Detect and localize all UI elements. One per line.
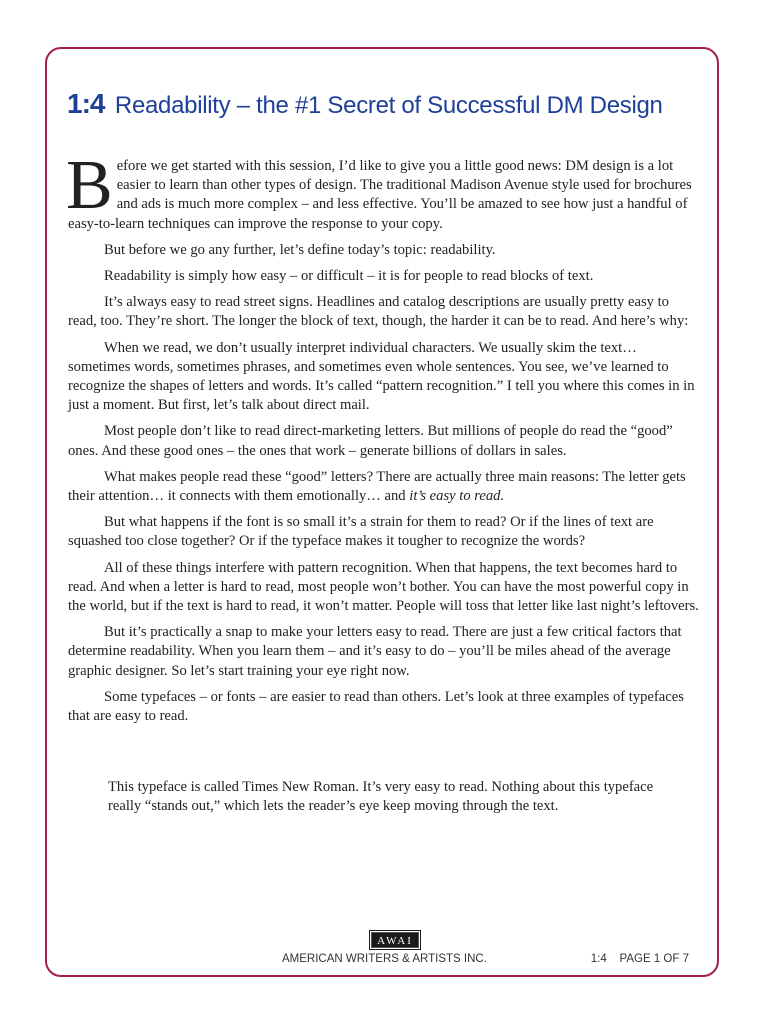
page-number: 1:4 PAGE 1 OF 7 xyxy=(590,953,689,965)
body-text xyxy=(66,147,700,733)
section-number: 1:4 xyxy=(67,88,105,119)
section-title: Readability – the #1 Secret of Successful DM Design xyxy=(114,92,663,119)
typeface-sample: This typeface is called Times New Roman. It’s very easy to read. Nothing about this typeface really “stands out,” which lets the reader’s eye keep moving through the text. xyxy=(108,779,654,815)
company-name: AMERICAN WRITERS & ARTISTS INC. xyxy=(282,953,487,965)
paragraph: But what happens if the font is so small it’s a strain for them to read? Or if the lines of text are squashed too close together? Or if the typeface makes it tougher to recognize the words? xyxy=(68,514,654,550)
paragraph: Some typefaces – or fonts – are easier to read than others. Let’s look at three examples of typefaces that are easy to read. xyxy=(68,688,684,725)
paragraph: When we read, we don’t usually interpret individual characters. We usually skim the text… sometimes words, sometimes phrases, and sometimes even whole sentences. You see, we’ve learned to recognize the shapes of letters and words. It’s called “pattern recognition.” I tell you where this comes in in just a moment. But first, let’s talk about direct mail. xyxy=(68,339,695,414)
section-heading xyxy=(67,88,707,120)
paragraph-text: efore we get started with this session, I’d like to give you a little good news: DM design is a lot easier to learn than other types of design. The traditional Madison Avenue style used for brochures and ads is much more complex – and less effective. You’ll be amazed to see how just a handful of easy-to-learn techniques can improve the response to your copy. xyxy=(68,158,692,232)
awai-logo: AWAI xyxy=(371,932,419,948)
paragraph: It’s always easy to read street signs. Headlines and catalog descriptions are usually pretty easy to read, too. They’re short. The longer the block of text, though, the harder it can be to read. And here’s why: xyxy=(68,294,689,330)
paragraph-intro xyxy=(66,147,700,234)
italic-phrase: it’s easy to read. xyxy=(409,488,505,505)
paragraph: But before we go any further, let’s define today’s topic: readability. xyxy=(104,241,496,258)
paragraph-reasons xyxy=(68,468,700,506)
paragraph: All of these things interfere with pattern recognition. When that happens, the text becomes hard to read. And when a letter is hard to read, most people won’t bother. You can have the most powerful copy in the world, but if the text is hard to read, it won’t matter. People will toss that letter like last night’s leftovers. xyxy=(68,559,699,615)
paragraph: But it’s practically a snap to make your letters easy to read. There are just a few critical factors that determine readability. When you learn them – and it’s easy to do – you’ll be miles ahead of the average graphic designer. So let’s start training your eye right now. xyxy=(68,624,682,679)
paragraph-text: What makes people read these “good” letters? There are actually three main reasons: The letter gets their attention… it connects with them emotionally… and xyxy=(68,468,686,505)
paragraph: Readability is simply how easy – or difficult – it is for people to read blocks of text. xyxy=(104,268,594,285)
paragraph: Most people don’t like to read direct-marketing letters. But millions of people do read the “good” ones. And these good ones – the ones that work – generate billions of dollars in sales. xyxy=(68,423,673,459)
drop-cap: B xyxy=(66,147,113,224)
